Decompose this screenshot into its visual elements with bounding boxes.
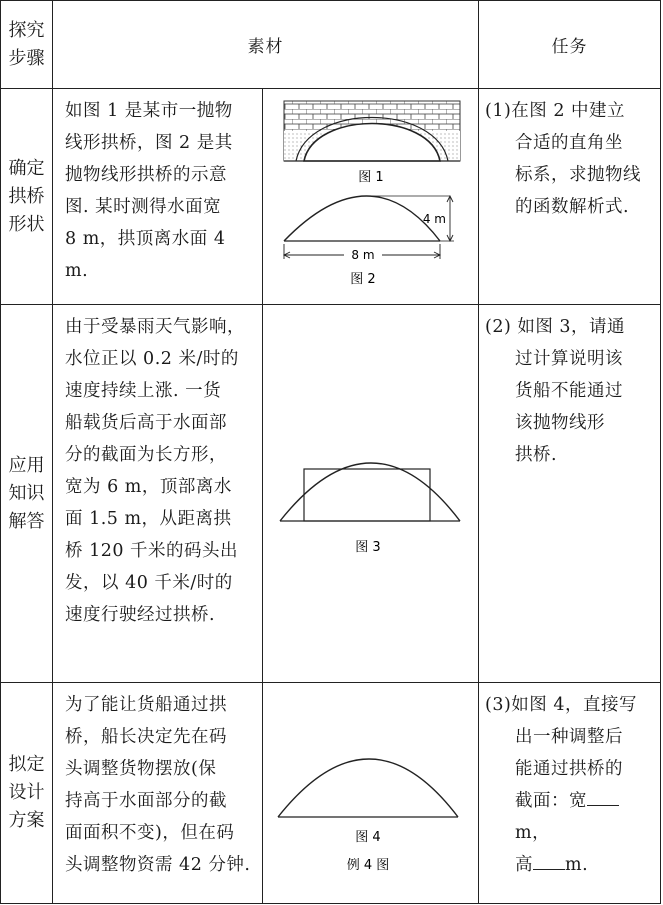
figure-3-parabola: [280, 463, 460, 521]
material-1-line: 如图 1 是某市一抛物: [65, 101, 233, 121]
task-3-width-line: [485, 785, 654, 849]
figure-4-diagram: [264, 683, 478, 898]
material-1-line: 线形拱桥，图 2 是其: [65, 133, 233, 153]
task-cell-2: [479, 305, 661, 683]
material-1-line: 抛物线形拱桥的示意: [65, 165, 227, 185]
header-step-cell: [1, 1, 53, 89]
material-text-3: [53, 683, 263, 904]
step-2-line-2: 知识: [8, 482, 45, 504]
material-2-line: 发，以 40 千米/时的: [65, 573, 233, 593]
row-apply-knowledge: [1, 305, 661, 683]
step-cell-1: [1, 89, 53, 305]
task-2-line: 过计算说明该: [515, 349, 623, 369]
figure-1-caption: 图 1: [357, 170, 384, 185]
figure-4-parabola: [278, 759, 458, 817]
width-answer-blank[interactable]: [587, 787, 619, 806]
material-2-line: 宽为 6 m，顶部离水: [65, 477, 232, 497]
task-1-line: 合适的直角坐: [515, 133, 623, 153]
header-task: 任务: [479, 1, 661, 89]
row-determine-shape: [1, 89, 661, 305]
header-step-line-2: 步骤: [8, 47, 45, 69]
figure-3-ship-section: [304, 469, 430, 521]
material-text-2: [53, 305, 263, 683]
step-1-line-2: 拱桥: [8, 185, 45, 207]
bridge-figures-1-2: [264, 89, 478, 299]
task-cell-3: [479, 683, 661, 904]
figure-1-brick-bridge: [284, 101, 460, 161]
material-2-line: 速度持续上涨. 一货: [65, 381, 222, 401]
task-3-line: 出一种调整后: [515, 727, 623, 747]
figure-cell-1: [263, 89, 479, 305]
width-unit: m，: [515, 823, 551, 843]
step-3-line-2: 设计: [8, 782, 45, 803]
task-1-number-line: (1)在图 2 中建立: [485, 101, 626, 121]
material-1-line: 8 m，拱顶离水面 4 m.: [65, 229, 226, 281]
figure-4-caption: 图 4: [354, 830, 381, 845]
step-2-line-3: 解答: [8, 510, 45, 532]
task-2-number-line: (2) 如图 3，请通: [485, 317, 626, 337]
figure-3-diagram: [264, 305, 478, 675]
task-1-line: 的函数解析式.: [515, 197, 630, 217]
material-2-line: 面 1.5 m，从距离拱: [65, 509, 232, 529]
step-3-line-1: 拟定: [8, 754, 45, 775]
height-answer-blank[interactable]: [533, 851, 565, 870]
material-3-line: 为了能让货船通过拱: [65, 695, 227, 715]
material-2-line: 水位正以 0.2 米/时的: [65, 349, 239, 369]
material-2-line: 船载货后高于水面部: [65, 413, 227, 433]
figure-3-caption: 图 3: [354, 540, 381, 555]
figure-cell-4: [263, 683, 479, 904]
header-step-line-1: 探究: [8, 19, 45, 41]
figure-cell-3: [263, 305, 479, 683]
width-prefix: 截面：宽: [515, 791, 587, 811]
task-2-line: 货船不能通过: [515, 381, 623, 401]
material-3-line: 桥，船长决定先在码: [65, 727, 227, 747]
step-cell-2: [1, 305, 53, 683]
task-3-number-line: (3)如图 4，直接写: [485, 695, 637, 715]
material-3-line: 头调整货物摆放(保: [65, 759, 217, 779]
step-2-line-1: 应用: [8, 454, 45, 476]
figure-2-caption: 图 2: [349, 272, 376, 287]
dimension-width-label: 8 m: [350, 248, 375, 262]
step-3-line-3: 方案: [8, 810, 45, 831]
task-2-line: 该抛物线形: [515, 413, 605, 433]
height-prefix: 高: [515, 855, 533, 875]
height-unit: m.: [565, 855, 589, 875]
row-design-plan: [1, 683, 661, 904]
material-2-line: 桥 120 千米的码头出: [65, 541, 239, 561]
header-material: 素材: [53, 1, 479, 89]
material-1-line: 图. 某时测得水面宽: [65, 197, 222, 217]
material-2-line: 分的截面为长方形，: [65, 445, 227, 465]
task-1-line: 标系，求抛物线: [515, 165, 641, 185]
task-2-line: 拱桥.: [515, 445, 558, 465]
step-1-line-1: 确定: [8, 157, 45, 179]
material-3-line: 面面积不变)，但在码: [65, 823, 235, 843]
task-cell-1: [479, 89, 661, 305]
material-3-line: 头调整物资需 42 分钟.: [65, 855, 251, 875]
task-3-line: 能通过拱桥的: [515, 759, 623, 779]
material-text-1: [53, 89, 263, 305]
material-3-line: 持高于水面部分的截: [65, 791, 227, 811]
step-1-line-3: 形状: [8, 213, 45, 235]
header-row: [1, 1, 661, 89]
figure-2-parabola: [284, 196, 454, 262]
step-cell-3: [1, 683, 53, 904]
dimension-height-label: 4 m: [422, 212, 446, 226]
material-2-line: 速度行驶经过拱桥.: [65, 605, 216, 625]
material-2-line: 由于受暴雨天气影响，: [65, 317, 245, 337]
example-caption: 例 4 图: [346, 858, 389, 873]
task-3-height-line: [485, 849, 654, 881]
